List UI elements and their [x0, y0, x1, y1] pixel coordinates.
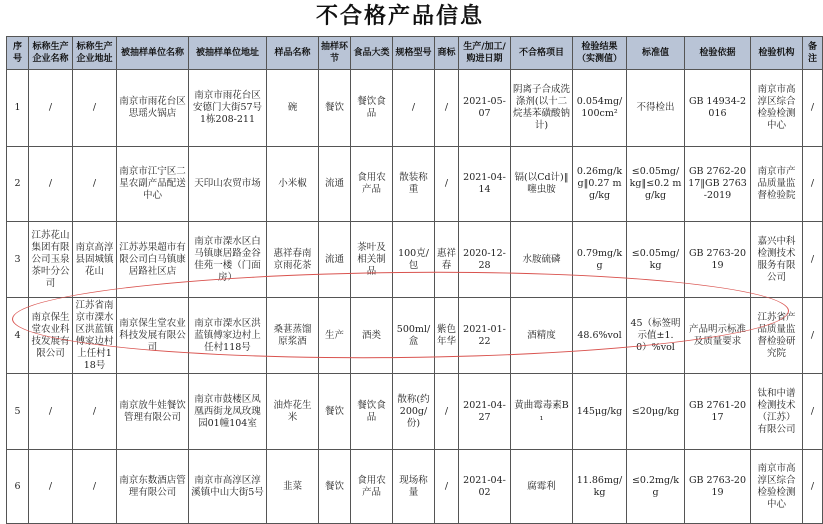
table-cell: ≤0.05mg/kg‖≤0.2 mg/kg	[627, 147, 685, 222]
column-header: 生产/加工/购进日期	[459, 37, 511, 70]
table-cell: 145μg/kg	[573, 374, 627, 450]
table-cell: 水胺硫磷	[511, 222, 573, 298]
table-cell: /	[29, 374, 73, 450]
column-header: 商标	[435, 37, 459, 70]
table-cell: /	[435, 450, 459, 524]
table-cell: /	[803, 374, 823, 450]
table-cell: 餐饮食品	[351, 70, 393, 147]
table-cell: 2021-04-14	[459, 147, 511, 222]
table-cell: 4	[7, 298, 29, 374]
table-cell: /	[803, 298, 823, 374]
table-cell: 酒类	[351, 298, 393, 374]
table-cell: /	[435, 70, 459, 147]
column-header: 标称生产企业名称	[29, 37, 73, 70]
table-cell: 紫色年华	[435, 298, 459, 374]
page-title: 不合格产品信息	[315, 4, 484, 29]
table-cell: 桑葚蒸馏原浆酒	[267, 298, 319, 374]
table-cell: 天印山农贸市场	[189, 147, 267, 222]
table-cell: 江苏花山集团有限公司玉泉茶叶分公司	[29, 222, 73, 298]
table-cell: 生产	[319, 298, 351, 374]
table-cell: /	[803, 450, 823, 524]
column-header: 序号	[7, 37, 29, 70]
table-cell: 镉(以Cd计)‖噻虫胺	[511, 147, 573, 222]
table-cell: 2021-05-07	[459, 70, 511, 147]
table-cell: ≤0.2mg/kg	[627, 450, 685, 524]
table-cell: 2021-01-22	[459, 298, 511, 374]
table-cell: 南京市鼓楼区凤凰西街龙凤玫瑰园01幢104室	[189, 374, 267, 450]
table-cell: 45（标签明示值±1.0）%vol	[627, 298, 685, 374]
table-cell: 散装称重	[393, 147, 435, 222]
table-cell: /	[435, 374, 459, 450]
table-cell: 江苏苏果超市有限公司白马镇康居路社区店	[117, 222, 189, 298]
column-header: 检验结果（实测值）	[573, 37, 627, 70]
table-cell: GB 14934-2016	[685, 70, 751, 147]
table-cell: /	[73, 450, 117, 524]
table-cell: /	[803, 70, 823, 147]
table-cell: /	[73, 374, 117, 450]
table-cell: 散称(约200g/份)	[393, 374, 435, 450]
table-cell: GB 2762-2017‖GB 2763-2019	[685, 147, 751, 222]
table-cell: 惠祥春南京雨花茶	[267, 222, 319, 298]
table-row	[7, 298, 823, 374]
table-cell: 油炸花生米	[267, 374, 319, 450]
table-cell: 南京市雨花台区安德门大街57号1栋208-211	[189, 70, 267, 147]
table-cell: ≤20μg/kg	[627, 374, 685, 450]
table-cell: 嘉兴中科检测技术服务有限公司	[751, 222, 803, 298]
table-cell: 南京东数酒店管理有限公司	[117, 450, 189, 524]
column-header: 检验机构	[751, 37, 803, 70]
column-header: 被抽样单位地址	[189, 37, 267, 70]
table-cell: GB 2763-2019	[685, 450, 751, 524]
table-cell: 食用农产品	[351, 450, 393, 524]
column-header: 检验依据	[685, 37, 751, 70]
table-cell: /	[29, 147, 73, 222]
table-cell: 南京市溧水区洪蓝镇傅家边村上任村118号	[189, 298, 267, 374]
table-cell: 黄曲霉毒素B₁	[511, 374, 573, 450]
table-cell: 南京市高淳区淳溪镇中山大街5号	[189, 450, 267, 524]
column-header: 抽样环节	[319, 37, 351, 70]
table-cell: 酒精度	[511, 298, 573, 374]
table-cell: 2020-12-28	[459, 222, 511, 298]
table-cell: 100克/包	[393, 222, 435, 298]
table-cell: 现场称量	[393, 450, 435, 524]
table-cell: 不得检出	[627, 70, 685, 147]
table-cell: 产品明示标准及质量要求	[685, 298, 751, 374]
table-cell: 南京放牛娃餐饮管理有限公司	[117, 374, 189, 450]
table-cell: 6	[7, 450, 29, 524]
table-cell: 江苏省产品质量监督检验研究院	[751, 298, 803, 374]
table-cell: 碗	[267, 70, 319, 147]
table-row	[7, 147, 823, 222]
table-cell: 南京保生堂农业科技发展有限公司	[29, 298, 73, 374]
table-cell: 南京市江宁区二星农副产品配送中心	[117, 147, 189, 222]
table-cell: 48.6%vol	[573, 298, 627, 374]
table-cell: GB 2763-2019	[685, 222, 751, 298]
table-cell: 流通	[319, 147, 351, 222]
table-cell: 2021-04-27	[459, 374, 511, 450]
table-cell: 惠祥春	[435, 222, 459, 298]
table-cell: /	[803, 147, 823, 222]
table-cell: 江苏省南京市溧水区洪蓝镇傅家边村上任村118号	[73, 298, 117, 374]
table-cell: 餐饮	[319, 450, 351, 524]
table-cell: 韭菜	[267, 450, 319, 524]
table-cell: /	[73, 70, 117, 147]
table-cell: 500ml/盒	[393, 298, 435, 374]
table-row	[7, 374, 823, 450]
table-cell: 0.054mg/100cm²	[573, 70, 627, 147]
table-cell: 餐饮	[319, 70, 351, 147]
table-cell: /	[29, 450, 73, 524]
table-cell: /	[393, 70, 435, 147]
table-cell: 流通	[319, 222, 351, 298]
table-cell: GB 2761-2017	[685, 374, 751, 450]
table-cell: 餐饮	[319, 374, 351, 450]
column-header: 被抽样单位名称	[117, 37, 189, 70]
column-header: 不合格项目	[511, 37, 573, 70]
table-cell: ≤0.05mg/kg	[627, 222, 685, 298]
column-header: 备注	[803, 37, 823, 70]
column-header: 规格型号	[393, 37, 435, 70]
table-cell: 0.26mg/kg‖0.27 mg/kg	[573, 147, 627, 222]
table-cell: 5	[7, 374, 29, 450]
column-header: 食品大类	[351, 37, 393, 70]
table-cell: 茶叶及相关制品	[351, 222, 393, 298]
table-header-row	[7, 37, 823, 70]
table-cell: 阴离子合成洗涤剂(以十二烷基苯磺酸钠计)	[511, 70, 573, 147]
table-cell: 南京高淳县固城镇花山	[73, 222, 117, 298]
table-row	[7, 222, 823, 298]
table-cell: 南京市产品质量监督检验院	[751, 147, 803, 222]
table-cell: 0.79mg/kg	[573, 222, 627, 298]
table-cell: 南京保生堂农业科技发展有限公司	[117, 298, 189, 374]
table-cell: 3	[7, 222, 29, 298]
column-header: 标称生产企业地址	[73, 37, 117, 70]
column-header: 标准值	[627, 37, 685, 70]
table-cell: /	[803, 222, 823, 298]
table-cell: 南京市高淳区综合检验检测中心	[751, 450, 803, 524]
table-cell: 小米椒	[267, 147, 319, 222]
table-cell: 2	[7, 147, 29, 222]
table-cell: /	[435, 147, 459, 222]
table-cell: /	[29, 70, 73, 147]
table-cell: 11.86mg/kg	[573, 450, 627, 524]
table-cell: 2021-04-02	[459, 450, 511, 524]
column-header: 样品名称	[267, 37, 319, 70]
table-cell: 食用农产品	[351, 147, 393, 222]
table-cell: 餐饮食品	[351, 374, 393, 450]
table-row	[7, 70, 823, 147]
table-cell: 钛和中谱检测技术（江苏）有限公司	[751, 374, 803, 450]
unqualified-products-table	[6, 36, 823, 524]
table-cell: 南京市高淳区综合检验检测中心	[751, 70, 803, 147]
table-row	[7, 450, 823, 524]
table-cell: 腐霉利	[511, 450, 573, 524]
table-cell: 南京市溧水区白马镇康居路金谷佳苑一楼（门面房）	[189, 222, 267, 298]
table-cell: /	[73, 147, 117, 222]
table-cell: 1	[7, 70, 29, 147]
table-cell: 南京市雨花台区思瑶火锅店	[117, 70, 189, 147]
